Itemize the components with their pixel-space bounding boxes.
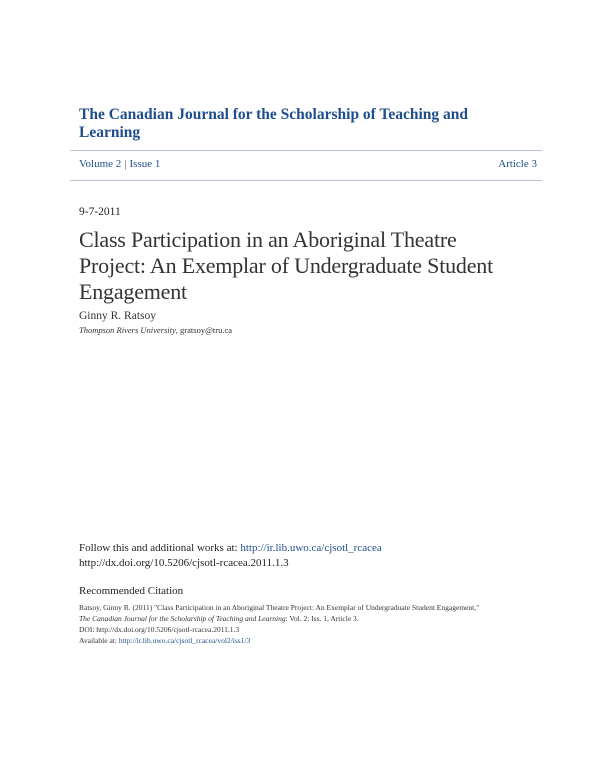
author-affiliation (79, 325, 232, 335)
doi-link[interactable]: http://dx.doi.org/10.5206/cjsotl-rcacea.2011.1.3 (79, 557, 289, 569)
affiliation-email: , gratsoy@tru.ca (175, 325, 233, 335)
author-name: Ginny R. Ratsoy (79, 310, 156, 322)
available-at-label: Available at: (79, 636, 119, 645)
follow-block (79, 541, 549, 571)
available-at-link[interactable]: http://ir.lib.uwo.ca/cjsotl_rcacea/vol2/iss1/3 (118, 636, 251, 645)
affiliation-institution: Thompson Rivers University (79, 325, 176, 335)
recommended-citation (79, 602, 549, 646)
header-rule-bottom (70, 180, 542, 181)
article-title: Class Participation in an Aboriginal Theatre Project: An Exemplar of Undergraduate Student Engagement (79, 227, 493, 304)
journal-title[interactable]: The Canadian Journal for the Scholarship of Teaching and Learning (79, 106, 469, 141)
article-number-link[interactable]: Article 3 (498, 158, 537, 170)
issue-bar (79, 157, 537, 171)
citation-doi: DOI: http://dx.doi.org/10.5206/cjsotl-rcacea.2011.1.3 (79, 625, 240, 634)
citation-volume-info: : Vol. 2: Iss. 1, Article 3. (285, 614, 359, 623)
citation-line-1: Ratsoy, Ginny R. (2011) "Class Participation in an Aboriginal Theatre Project: An Exemplar of Undergraduate Student Engagement," (79, 603, 480, 612)
repository-link[interactable]: http://ir.lib.uwo.ca/cjsotl_rcacea (240, 542, 382, 554)
citation-journal: The Canadian Journal for the Scholarship of Teaching and Learning (79, 614, 286, 623)
follow-text: Follow this and additional works at: (79, 542, 241, 554)
issue-link[interactable]: Issue 1 (129, 158, 161, 170)
publication-date: 9-7-2011 (79, 206, 121, 218)
header-rule-top (70, 150, 542, 151)
issue-separator: | (124, 158, 127, 170)
volume-link[interactable]: Volume 2 (79, 158, 122, 170)
recommended-citation-heading: Recommended Citation (79, 585, 184, 597)
